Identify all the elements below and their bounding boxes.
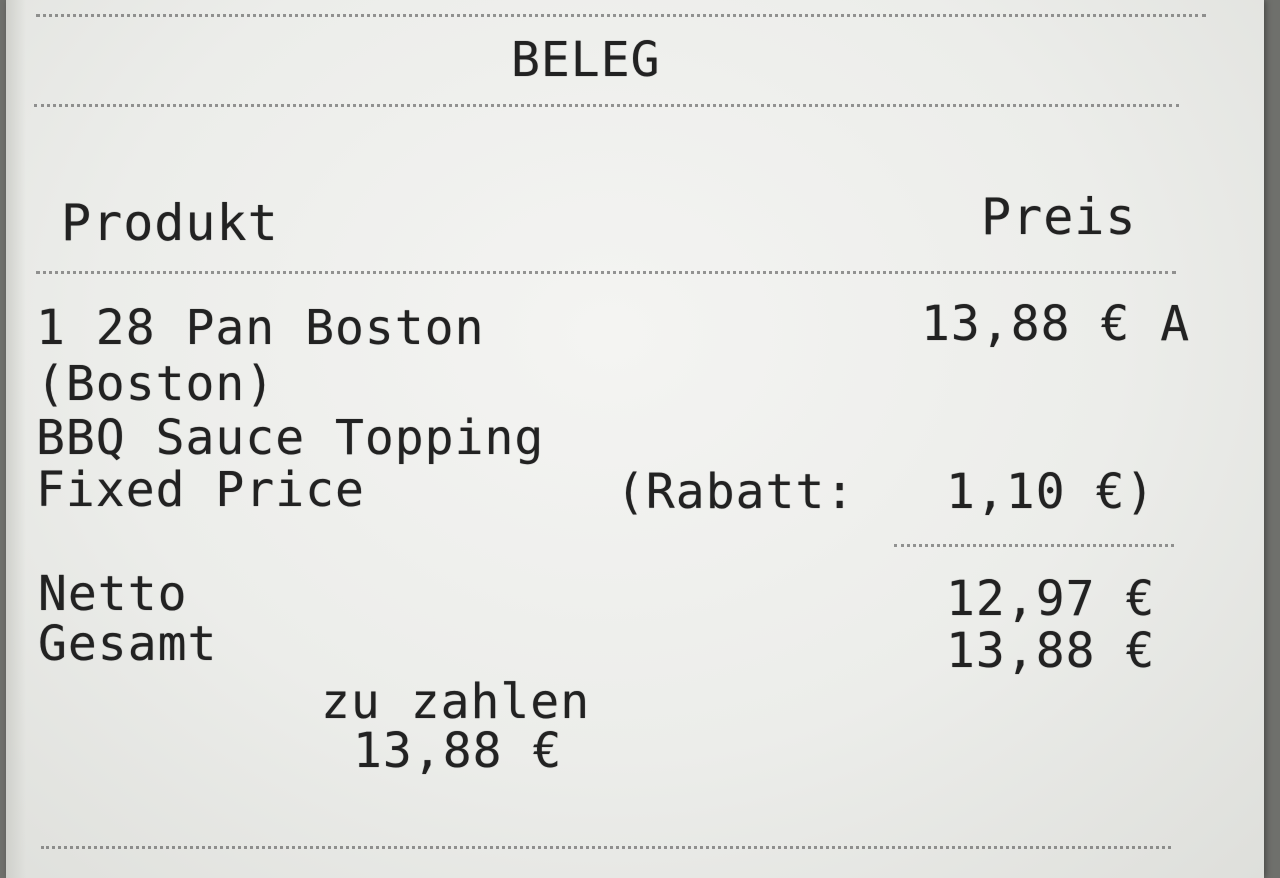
item-name: 1 28 Pan Boston [36, 300, 485, 356]
paper-edge-shadow [6, 0, 26, 878]
column-header-price: Preis [981, 188, 1137, 246]
bottom-divider [41, 846, 1171, 849]
gross-value: 13,88 € [946, 623, 1156, 679]
title-divider [34, 104, 1179, 107]
amount-due-label: zu zahlen [321, 674, 591, 730]
amount-due-value: 13,88 € [353, 723, 563, 779]
net-value: 12,97 € [946, 571, 1156, 627]
receipt-title: BELEG [511, 32, 661, 88]
column-header-product: Produkt [61, 194, 279, 252]
item-variant: (Boston) [36, 356, 276, 412]
header-divider [36, 271, 1176, 274]
discount-label: (Rabatt: [616, 464, 856, 520]
top-divider [36, 14, 1206, 17]
gross-label: Gesamt [38, 616, 218, 672]
item-topping: BBQ Sauce Topping [36, 410, 545, 466]
item-pricing-type: Fixed Price [36, 462, 365, 518]
discount-value: 1,10 €) [946, 464, 1156, 520]
net-label: Netto [38, 566, 188, 622]
item-price: 13,88 € A [921, 296, 1191, 352]
receipt-paper [6, 0, 1264, 878]
subtotal-divider [894, 544, 1174, 547]
